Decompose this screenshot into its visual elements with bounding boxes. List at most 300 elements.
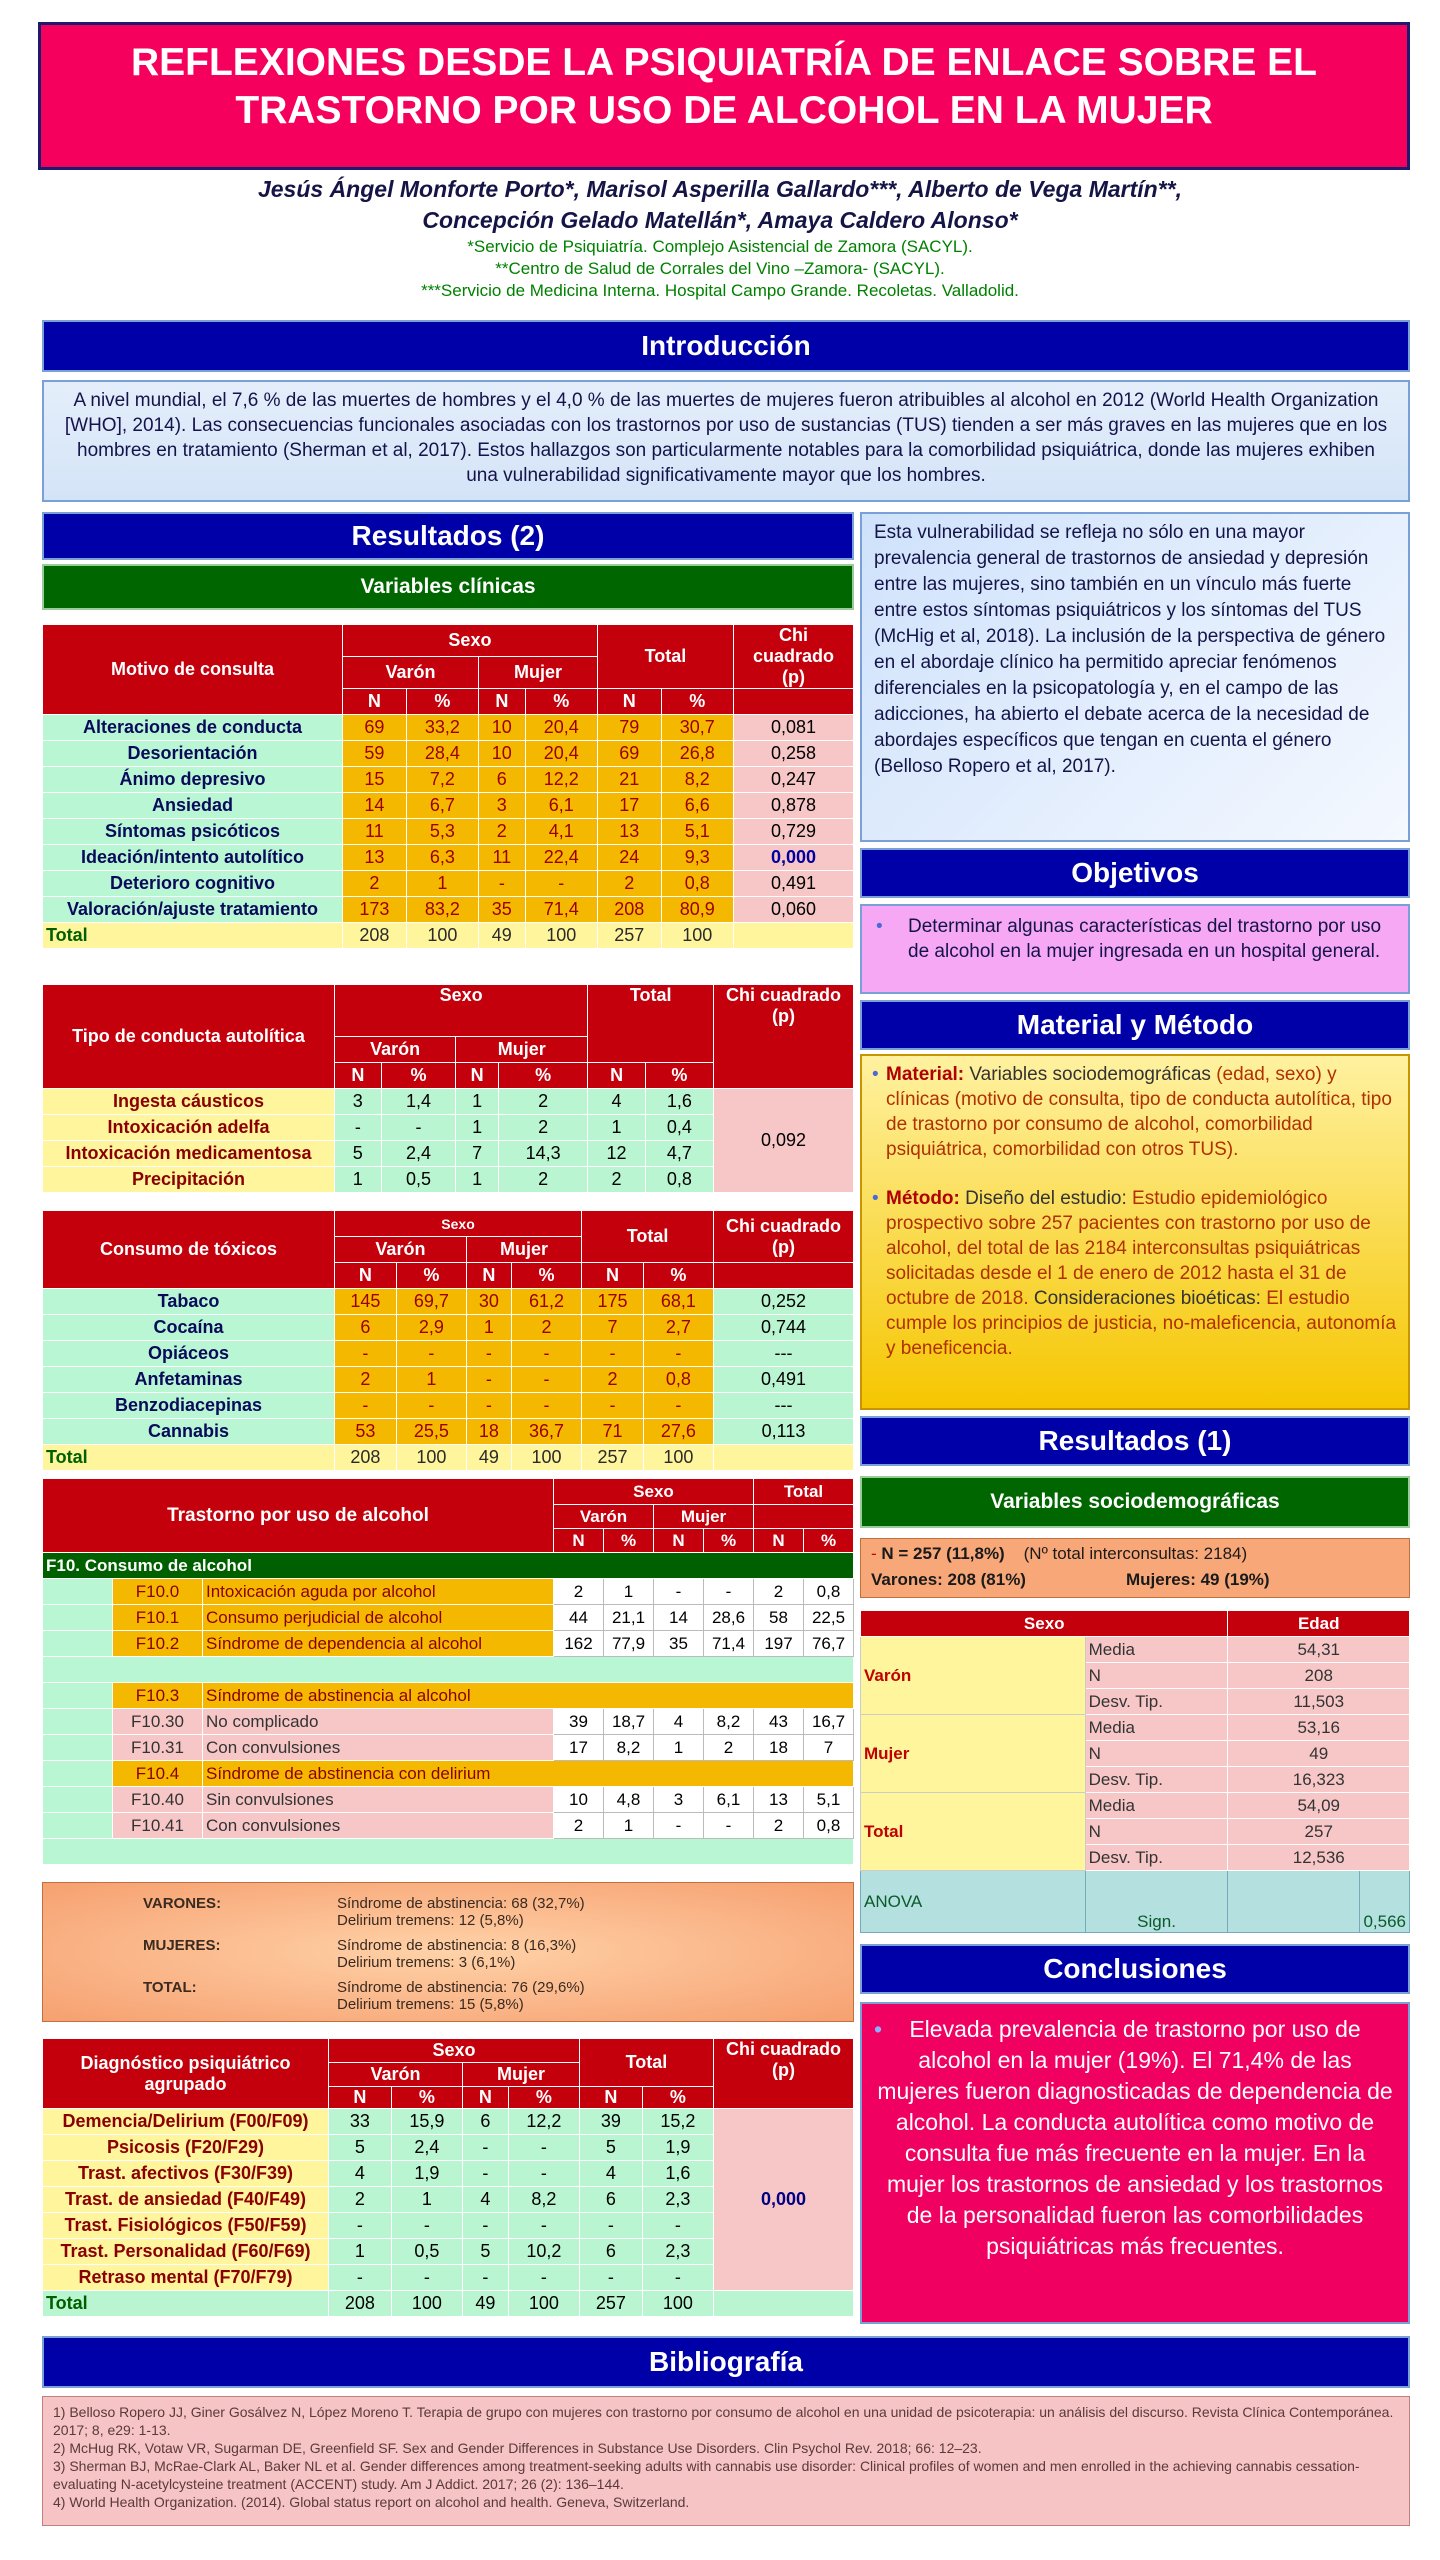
abstinence-group: MUJERES: xyxy=(143,1937,221,1954)
table-cell: 100 xyxy=(511,1445,581,1471)
results1-subheading: Variables sociodemográficas xyxy=(860,1476,1410,1528)
table-cell: 43 xyxy=(754,1709,804,1735)
results1-heading: Resultados (1) xyxy=(860,1416,1410,1466)
table-cell: 26,8 xyxy=(661,741,733,767)
th-edad: Edad xyxy=(1228,1611,1410,1637)
table-cell: 10 xyxy=(479,715,526,741)
table-cell: 2 xyxy=(554,1579,604,1605)
biblio-item-3: 3) Sherman BJ, McRae-Clark AL, Baker NL et al. Gender differences among treatment-seeking adults with cannabis use disorder: Clinical profiles of women and men enrolled in the achieving cannabis cessation-evaluating N-acetylcysteine treatment (ACCENT) study. Am J Addict. 2017; 26 (2): 136–144. xyxy=(53,2458,1360,2492)
spacer xyxy=(43,1839,854,1865)
table-cell: 1,4 xyxy=(381,1089,456,1115)
total-label: Total xyxy=(43,2291,329,2317)
code: F10.4 xyxy=(113,1761,203,1787)
table-cell: 36,7 xyxy=(511,1419,581,1445)
abstinence-row xyxy=(143,1979,853,2013)
authors-line-2: Concepción Gelado Matellán*, Amaya Caldero Alonso* xyxy=(422,207,1018,233)
table-cell: - xyxy=(579,2213,642,2239)
row-label: Con convulsiones xyxy=(203,1735,554,1761)
table-cell: 6 xyxy=(479,767,526,793)
table-row xyxy=(43,1553,854,1579)
table-cell: 7,2 xyxy=(406,767,478,793)
table-cell: - xyxy=(582,1393,644,1419)
table-cell: 4 xyxy=(579,2161,642,2187)
table-cell: 1,6 xyxy=(642,2161,713,2187)
table-cell: - xyxy=(462,2213,508,2239)
row-label: Cannabis xyxy=(43,1419,335,1445)
table-cell: 2 xyxy=(511,1315,581,1341)
stat-value: 208 xyxy=(1228,1663,1410,1689)
row-label: Trast. de ansiedad (F40/F49) xyxy=(43,2187,329,2213)
abstinence-summary xyxy=(42,1882,854,2022)
table-cell: 1 xyxy=(456,1115,499,1141)
code: F10.31 xyxy=(113,1735,203,1761)
table-cell: 18 xyxy=(466,1419,511,1445)
affiliation-1: *Servicio de Psiquiatría. Complejo Asistencial de Zamora (SACYL). xyxy=(467,237,973,256)
spacer xyxy=(43,1787,113,1813)
table-cell: 5,1 xyxy=(661,819,733,845)
stat-label: Desv. Tip. xyxy=(1085,1845,1228,1871)
table-cell: 100 xyxy=(396,1445,466,1471)
p-value: 0,729 xyxy=(734,819,854,845)
table-cell: 173 xyxy=(343,897,407,923)
table-cell: 76,7 xyxy=(804,1631,854,1657)
stat-value: 53,16 xyxy=(1228,1715,1410,1741)
table-cell: 12,2 xyxy=(525,767,597,793)
table-cell: - xyxy=(335,1393,397,1419)
table-cell: 35 xyxy=(479,897,526,923)
table-cell: 20,4 xyxy=(525,715,597,741)
abstinence-syndrome: Síndrome de abstinencia: 8 (16,3%) xyxy=(337,1937,577,1954)
abstinence-values xyxy=(337,1895,585,1929)
table-cell: 4 xyxy=(654,1709,704,1735)
table-cell: 12,2 xyxy=(508,2109,579,2135)
abstinence-values xyxy=(337,1937,576,1971)
row-label: Psicosis (F20/F29) xyxy=(43,2135,329,2161)
table-row xyxy=(43,767,854,793)
intro-text: A nivel mundial, el 7,6 % de las muertes de hombres y el 4,0 % de las muertes de mujeres fueron atribuibles al alcohol en 2012 (World Health Organization [WHO], 2014). Las consecuencias funcionales asociadas con los trastornos por uso de sustancias (TUS) tienden a ser más graves en las mujeres que en los hombres en tratamiento (Sherman et al, 2017). Estos hallazgos son particularmente notables para la comorbilidad psiquiátrica, donde las mujeres exhiben una vulnerabilidad significativamente mayor que los hombres. xyxy=(42,380,1410,502)
intro-continuation-text: Esta vulnerabilidad se refleja no sólo en una mayor prevalencia general de trastornos de ansiedad y depresión entre las mujeres, sino también en un vínculo más fuerte entre estos síntomas psiquiátricos y los síntomas del TUS (McHig et al, 2018). La inclusión de la perspectiva de género en el abordaje clínico ha permitido apreciar fenómenos diferenciales en la psicopatología y, en el campo de las adicciones, ha abierto el debate acerca de la necesidad de abordajes específicos que tengan en cuenta el género (Belloso Ropero et al, 2017). xyxy=(874,522,1386,777)
code: F10.30 xyxy=(113,1709,203,1735)
stat-label: N xyxy=(1085,1663,1228,1689)
results2-subheading: Variables clínicas xyxy=(42,564,854,610)
table-cell: 33,2 xyxy=(406,715,478,741)
row-label: Benzodiacepinas xyxy=(43,1393,335,1419)
table-cell: 17 xyxy=(597,793,661,819)
sample-note: (Nº total interconsultas: 2184) xyxy=(1023,1544,1248,1563)
row-label: Ánimo depresivo xyxy=(43,767,343,793)
code: F10.41 xyxy=(113,1813,203,1839)
table-cell: 16,7 xyxy=(804,1709,854,1735)
table-cell: 71,4 xyxy=(704,1631,754,1657)
table-cell: 49 xyxy=(479,923,526,949)
table-cell: 5 xyxy=(329,2135,392,2161)
affiliation-3: ***Servicio de Medicina Interna. Hospital Campo Grande. Recoletas. Valladolid. xyxy=(421,281,1019,300)
table-cell: 0,8 xyxy=(661,871,733,897)
table-cell: - xyxy=(511,1393,581,1419)
table-cell: - xyxy=(643,1341,713,1367)
th-varon: Varón xyxy=(343,657,479,689)
row-label: Trast. afectivos (F30/F39) xyxy=(43,2161,329,2187)
authors xyxy=(0,174,1440,236)
table-cell: 69,7 xyxy=(396,1289,466,1315)
table-cell: 2,3 xyxy=(642,2187,713,2213)
table-cell: 5,3 xyxy=(406,819,478,845)
table-cell: 21 xyxy=(597,767,661,793)
p-value: 0,000 xyxy=(714,2109,854,2291)
table-cell: 15,2 xyxy=(642,2109,713,2135)
table-cell: 100 xyxy=(508,2291,579,2317)
table-cell: 8,2 xyxy=(508,2187,579,2213)
table-cell: 71 xyxy=(582,1419,644,1445)
table-cell: - xyxy=(582,1341,644,1367)
spacer xyxy=(43,1657,854,1683)
table-diagnostico: Diagnóstico psiquiátrico agrupado Sexo Total Chi cuadrado (p) Varón Mujer N % N % N % Demencia/Delirium (F00/F09) 33 15,9 6 12,2 39 15,2 0,000 Psicosis (F20/F29) 5 2,4 - - 5 1,9 Trast. afectivos (F30/F39) 4 1,9 - - 4 1,6 Trast. de ansiedad (F40/F49) 2 1 4 8,2 6 2,3 Trast. Fisiológicos (F50/F59) - - - - - - Trast. Personalidad (F60/F69) 1 0,5 5 10,2 6 2,3 Retraso mental (F70/F79) - - - - - - Total 208 100 49 100 257 100 xyxy=(42,2038,854,2317)
table-cell: 4,1 xyxy=(525,819,597,845)
table-cell: 11 xyxy=(343,819,407,845)
stat-label: Media xyxy=(1085,1637,1228,1663)
table-row xyxy=(43,1735,854,1761)
table-cell: 1 xyxy=(396,1367,466,1393)
table-cell: 100 xyxy=(643,1445,713,1471)
table-row xyxy=(861,1715,1410,1741)
table-cell: 5 xyxy=(579,2135,642,2161)
group-label: Síndrome de abstinencia con delirium xyxy=(203,1761,854,1787)
table-trastorno-alcohol: Trastorno por uso de alcohol Sexo Total Varón Mujer N % N % N % F10. Consumo de alcohol F10.0 Intoxicación aguda por alcohol 2 1 - - 2 0,8 F10.1 Consumo perjudicial de alcohol 44 21,1 14 28,6 58 22,5 F10.2 Síndrome de dependencia al alcohol 162 77,9 35 71,4 197 76,7 F10.3 Síndrome de abstinencia al alcohol F10.30 No complicado 39 18,7 4 8,2 43 16,7 F10.31 Con convulsiones 17 8,2 1 2 18 7 F10.4 Síndrome de abstinencia con delirium F10.40 Sin convulsiones 10 4,8 3 6,1 13 5,1 F10.41 Con convulsiones 2 1 - - 2 0,8 xyxy=(42,1478,854,1865)
th-chi3: Chi cuadrado (p) xyxy=(714,1211,854,1263)
table-cell: - xyxy=(508,2265,579,2291)
table-cell: 0,8 xyxy=(804,1813,854,1839)
p-value: --- xyxy=(714,1393,854,1419)
table-cell: 208 xyxy=(335,1445,397,1471)
table-cell: - xyxy=(511,1367,581,1393)
table-cell: 1,6 xyxy=(645,1089,713,1115)
table-cell: - xyxy=(508,2135,579,2161)
biblio-item-2: 2) McHug RK, Votaw VR, Sugarman DE, Greenfield SF. Sex and Gender Differences in Substance Use Disorders. Clin Psychol Rev. 2018; 66: 12–23. xyxy=(53,2440,982,2456)
table-row xyxy=(861,1793,1410,1819)
title-line-1: REFLEXIONES DESDE LA PSIQUIATRÍA DE ENLACE SOBRE EL xyxy=(130,41,1317,84)
code: F10.40 xyxy=(113,1787,203,1813)
table-cell: 10 xyxy=(479,741,526,767)
table-cell: 15 xyxy=(343,767,407,793)
table-cell: 30 xyxy=(466,1289,511,1315)
table-cell xyxy=(714,2291,854,2317)
code: F10.0 xyxy=(113,1579,203,1605)
biblio-heading: Bibliografía xyxy=(42,2336,1410,2388)
total-row xyxy=(43,923,854,949)
p-value: 0,081 xyxy=(734,715,854,741)
spacer xyxy=(43,1761,113,1787)
table-cell xyxy=(734,923,854,949)
th-mujer: Mujer xyxy=(479,657,598,689)
abstinence-group: TOTAL: xyxy=(143,1979,197,1996)
p-value: 0,258 xyxy=(734,741,854,767)
table-edad xyxy=(860,1610,1410,1933)
table-cell: 0,8 xyxy=(643,1367,713,1393)
p-value: 0,113 xyxy=(714,1419,854,1445)
table-cell: 13 xyxy=(597,819,661,845)
table-cell: 49 xyxy=(466,1445,511,1471)
table-row xyxy=(43,1839,854,1865)
delirium-tremens: Delirium tremens: 3 (6,1%) xyxy=(337,1954,516,1971)
table-cell: 208 xyxy=(329,2291,392,2317)
row-label: Síndrome de dependencia al alcohol xyxy=(203,1631,554,1657)
table-conducta-autolitica: Tipo de conducta autolítica Sexo Total Chi cuadrado (p) Varón Mujer N % N % N % Ingesta cáusticos 3 1,4 1 2 4 1,6 0,092 Intoxicación adelfa - - 1 2 1 0,4 Intoxicación medicamentosa 5 2,4 7 14,3 12 4,7 Precipitación 1 0,5 1 2 2 0,8 xyxy=(42,984,854,1193)
table-cell: 69 xyxy=(597,741,661,767)
p-value: 0,060 xyxy=(734,897,854,923)
table-cell: 175 xyxy=(582,1289,644,1315)
table-cell: 1,9 xyxy=(642,2135,713,2161)
th-motivo: Motivo de consulta xyxy=(43,625,343,715)
table-cell: 39 xyxy=(579,2109,642,2135)
table-cell: - xyxy=(391,2213,462,2239)
stat-value: 12,536 xyxy=(1228,1845,1410,1871)
table-cell: 2 xyxy=(582,1367,644,1393)
stat-value: 54,31 xyxy=(1228,1637,1410,1663)
table-cell: 4,8 xyxy=(604,1787,654,1813)
row-label: Desorientación xyxy=(43,741,343,767)
table-cell: 77,9 xyxy=(604,1631,654,1657)
table-cell: 8,2 xyxy=(661,767,733,793)
table-row xyxy=(43,1367,854,1393)
abstinence-syndrome: Síndrome de abstinencia: 76 (29,6%) xyxy=(337,1979,585,1996)
row-label: Intoxicación adelfa xyxy=(43,1115,335,1141)
spacer xyxy=(43,1631,113,1657)
table-cell: 8,2 xyxy=(704,1709,754,1735)
metodo-box xyxy=(860,1054,1410,1410)
table-cell: 257 xyxy=(597,923,661,949)
delirium-tremens: Delirium tremens: 12 (5,8%) xyxy=(337,1912,524,1929)
table-cell: 3 xyxy=(335,1089,382,1115)
table-cell: 6 xyxy=(579,2239,642,2265)
table-row xyxy=(43,1683,854,1709)
row-label: Síntomas psicóticos xyxy=(43,819,343,845)
row-label: Precipitación xyxy=(43,1167,335,1193)
table-cell: 6,6 xyxy=(661,793,733,819)
table-cell: - xyxy=(704,1813,754,1839)
table-row xyxy=(861,1637,1410,1663)
table-row xyxy=(43,741,854,767)
total-label: Total xyxy=(43,923,343,949)
table-cell: 1 xyxy=(329,2239,392,2265)
table-cell: 2 xyxy=(597,871,661,897)
table-cell: 71,4 xyxy=(525,897,597,923)
objetivos-text: Determinar algunas características del trastorno por uso de alcohol en la mujer ingresada en un hospital general. xyxy=(908,916,1382,962)
table-cell: 14 xyxy=(343,793,407,819)
table-cell: 2,9 xyxy=(396,1315,466,1341)
table-row xyxy=(43,1605,854,1631)
table-cell: 2 xyxy=(498,1089,587,1115)
affiliation-2: **Centro de Salud de Corrales del Vino –Zamora- (SACYL). xyxy=(495,259,945,278)
table-cell: 6,1 xyxy=(704,1787,754,1813)
table-row xyxy=(43,845,854,871)
table-cell: 3 xyxy=(479,793,526,819)
code: F10.3 xyxy=(113,1683,203,1709)
table-cell: 100 xyxy=(391,2291,462,2317)
table-row xyxy=(43,1579,854,1605)
th-sexo: Sexo xyxy=(343,625,598,657)
row-label: Retraso mental (F70/F79) xyxy=(43,2265,329,2291)
stat-value: 16,323 xyxy=(1228,1767,1410,1793)
total-label: Total xyxy=(43,1445,335,1471)
spacer xyxy=(43,1605,113,1631)
metodo-para: • Método: Diseño del estudio: Estudio epidemiológico prospectivo sobre 257 pacientes con trastorno por uso de alcohol, del total de las 2184 interconsultas psiquiátricas solicitadas desde el 1 de enero de 2012 hasta el 31 de octubre de 2018. Consideraciones bioéticas: El estudio cumple los principios de justicia, no-maleficencia, autonomía y beneficencia. xyxy=(872,1188,1397,1359)
table-cell: 0,5 xyxy=(391,2239,462,2265)
table-cell: 6,7 xyxy=(406,793,478,819)
table-row xyxy=(43,715,854,741)
table-cell: 2 xyxy=(754,1579,804,1605)
table-cell: 58 xyxy=(754,1605,804,1631)
th-diagnostico: Diagnóstico psiquiátrico agrupado xyxy=(43,2039,329,2109)
p-value: 0,252 xyxy=(714,1289,854,1315)
table-cell: - xyxy=(466,1341,511,1367)
table-cell: 49 xyxy=(462,2291,508,2317)
th-chi2: Chi cuadrado (p) xyxy=(714,985,854,1089)
section-label: F10. Consumo de alcohol xyxy=(43,1553,854,1579)
table-row xyxy=(43,1761,854,1787)
table-cell: 4 xyxy=(588,1089,646,1115)
table-cell: 4 xyxy=(462,2187,508,2213)
table-cell: 1 xyxy=(406,871,478,897)
table-cell xyxy=(714,1445,854,1471)
title-line-2: TRASTORNO POR USO DE ALCOHOL EN LA MUJER xyxy=(235,89,1213,132)
table-cell: 1 xyxy=(588,1115,646,1141)
table-cell: 35 xyxy=(654,1631,704,1657)
table-row xyxy=(43,1393,854,1419)
table-cell: 61,2 xyxy=(511,1289,581,1315)
table-cell: 2,4 xyxy=(381,1141,456,1167)
table-cell: 208 xyxy=(597,897,661,923)
table-row xyxy=(43,1341,854,1367)
table-cell: 100 xyxy=(642,2291,713,2317)
table-cell: - xyxy=(335,1341,397,1367)
table-cell: 3 xyxy=(654,1787,704,1813)
conclusiones-heading: Conclusiones xyxy=(860,1944,1410,1994)
p-value: 0,000 xyxy=(734,845,854,871)
group-label: Síndrome de abstinencia al alcohol xyxy=(203,1683,854,1709)
table-cell: 6 xyxy=(579,2187,642,2213)
table-cell: 2 xyxy=(704,1735,754,1761)
table-row xyxy=(43,1657,854,1683)
table-cell: 13 xyxy=(343,845,407,871)
table-cell: 22,4 xyxy=(525,845,597,871)
table-cell: 1,9 xyxy=(391,2161,462,2187)
table-cell: 100 xyxy=(661,923,733,949)
table-cell: - xyxy=(525,871,597,897)
row-label: Con convulsiones xyxy=(203,1813,554,1839)
table-cell: 197 xyxy=(754,1631,804,1657)
row-label: Sin convulsiones xyxy=(203,1787,554,1813)
table-cell: 33 xyxy=(329,2109,392,2135)
spacer xyxy=(43,1813,113,1839)
table-row xyxy=(43,1813,854,1839)
table-cell: 4 xyxy=(329,2161,392,2187)
table-cell: 69 xyxy=(343,715,407,741)
row-label: Opiáceos xyxy=(43,1341,335,1367)
th-chi: Chi cuadrado (p) xyxy=(734,625,854,689)
table-row xyxy=(43,819,854,845)
table-cell: 208 xyxy=(343,923,407,949)
table-cell: 6,3 xyxy=(406,845,478,871)
sample-mujeres: Mujeres: 49 (19%) xyxy=(1125,1570,1270,1589)
table-row xyxy=(43,871,854,897)
conclusiones-text: Elevada prevalencia de trastorno por uso de alcohol en la mujer (19%). El 71,4% de las mujeres fueron diagnosticadas de dependencia de alcohol. La conducta autolítica como motivo de consulta fue más frecuente en la mujer. En la mujer los trastornos de ansiedad y los trastornos de la personalidad fueron las comorbilidades psiquiátricas más frecuentes. xyxy=(877,2016,1393,2259)
table-cell: - xyxy=(642,2213,713,2239)
table-cell: 21,1 xyxy=(604,1605,654,1631)
table-cell: - xyxy=(511,1341,581,1367)
table-cell: 5 xyxy=(462,2239,508,2265)
group-label: Mujer xyxy=(861,1715,1086,1793)
table-cell: 39 xyxy=(554,1709,604,1735)
table-cell: 2 xyxy=(754,1813,804,1839)
table-cell: 7 xyxy=(804,1735,854,1761)
row-label: Intoxicación medicamentosa xyxy=(43,1141,335,1167)
th-total: Total xyxy=(597,625,733,689)
table-cell: 1 xyxy=(391,2187,462,2213)
objetivos-heading: Objetivos xyxy=(860,848,1410,898)
intro-continuation xyxy=(860,512,1410,842)
th-conducta: Tipo de conducta autolítica xyxy=(43,985,335,1089)
th-chi5: Chi cuadrado (p) xyxy=(714,2039,854,2109)
row-label: Valoración/ajuste tratamiento xyxy=(43,897,343,923)
table-cell: 2 xyxy=(498,1167,587,1193)
anova-label: ANOVA xyxy=(861,1871,1086,1933)
abstinence-syndrome: Síndrome de abstinencia: 68 (32,7%) xyxy=(337,1895,585,1912)
row-label: Trast. Personalidad (F60/F69) xyxy=(43,2239,329,2265)
table-cell: 17 xyxy=(554,1735,604,1761)
table-cell: 9,3 xyxy=(661,845,733,871)
table-cell: 10 xyxy=(554,1787,604,1813)
table-cell: 2 xyxy=(588,1167,646,1193)
table-cell: 162 xyxy=(554,1631,604,1657)
table-row xyxy=(43,1787,854,1813)
table-cell: 15,9 xyxy=(391,2109,462,2135)
table-cell: - xyxy=(479,871,526,897)
table-cell: - xyxy=(466,1367,511,1393)
table-cell: - xyxy=(391,2265,462,2291)
table-cell: 83,2 xyxy=(406,897,478,923)
authors-line-1: Jesús Ángel Monforte Porto*, Marisol Asperilla Gallardo***, Alberto de Vega Martín**, xyxy=(257,176,1183,202)
delirium-tremens: Delirium tremens: 15 (5,8%) xyxy=(337,1996,524,2013)
spacer xyxy=(43,1735,113,1761)
table-cell: 5 xyxy=(335,1141,382,1167)
row-label: Tabaco xyxy=(43,1289,335,1315)
p-value: 0,491 xyxy=(734,871,854,897)
table-cell: 100 xyxy=(525,923,597,949)
table-cell: 14 xyxy=(654,1605,704,1631)
objetivos-box xyxy=(860,904,1410,994)
table-cell: 44 xyxy=(554,1605,604,1631)
p-value: 0,491 xyxy=(714,1367,854,1393)
table-consumo-toxicos: Consumo de tóxicos Sexo Total Chi cuadrado (p) Varón Mujer N % N % N % Tabaco 145 69,7 30 61,2 175 68,1 0,252 Cocaína 6 2,9 1 2 7 2,7 0,744 Opiáceos - - - - - - --- Anfetaminas 2 1 - - 2 0,8 0,491 Benzodiacepinas - - - - - - --- Cannabis 53 25,5 18 36,7 71 27,6 0,113 Total 208 100 49 100 257 100 xyxy=(42,1210,854,1471)
table-row xyxy=(43,897,854,923)
table-cell: - xyxy=(654,1813,704,1839)
table-cell: 18 xyxy=(754,1735,804,1761)
table-row xyxy=(43,2109,854,2135)
table-cell: - xyxy=(396,1341,466,1367)
stat-label: N xyxy=(1085,1819,1228,1845)
results2-heading: Resultados (2) xyxy=(42,512,854,560)
row-label: Demencia/Delirium (F00/F09) xyxy=(43,2109,329,2135)
table-cell: - xyxy=(579,2265,642,2291)
table-cell: 30,7 xyxy=(661,715,733,741)
p-value: 0,092 xyxy=(714,1089,854,1193)
table-cell: 6 xyxy=(335,1315,397,1341)
biblio-list xyxy=(42,2396,1410,2526)
table-cell: 7 xyxy=(456,1141,499,1167)
table-cell: 4,7 xyxy=(645,1141,713,1167)
table-cell: 53 xyxy=(335,1419,397,1445)
table-cell: - xyxy=(335,1115,382,1141)
